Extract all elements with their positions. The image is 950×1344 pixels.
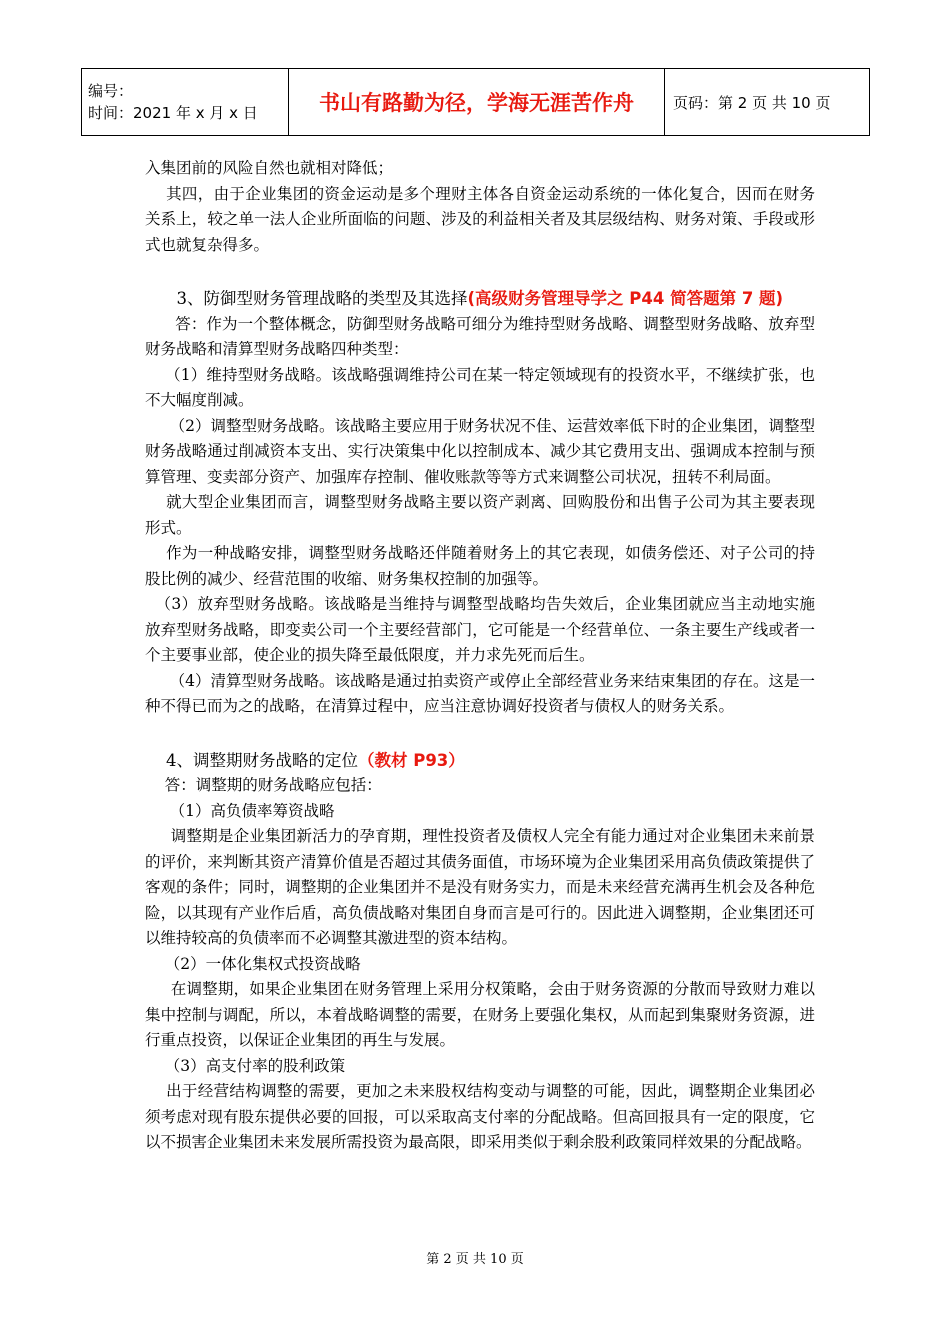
paragraph: （3）高支付率的股利政策: [145, 1056, 346, 1075]
paragraph: 答：调整期的财务战略应包括：: [145, 776, 382, 794]
paragraph: （2）调整型财务战略。该战略主要应用于财务状况不佳、运营效率低下时的企业集团，调整型财务战略通过削减资本支出、实行决策集中化以控制成本、减少其它费用支出、强调成本控制与预算管理、变卖部分资产、加强库存控制、催收账款等等方式来调整公司状况，扭转不利局面。: [145, 416, 816, 486]
page-header: [81, 68, 870, 136]
paragraph: 其四，由于企业集团的资金运动是多个理财主体各自资金运动系统的一体化复合，因而在财务关系上，较之单一法人企业所面临的问题、涉及的利益相关者及其层级结构、财务对策、手段或形式也就复杂得多。: [145, 184, 815, 254]
paragraph: （1）高负债率筹资战略: [145, 801, 335, 820]
header-meta: [82, 69, 289, 136]
document-body: [145, 156, 815, 1156]
paragraph: 就大型企业集团而言，调整型财务战略主要以资产剥离、回购股份和出售子公司为其主要表现形式。: [145, 493, 815, 537]
paragraph: （2）一体化集权式投资战略: [145, 954, 361, 973]
paragraph: （4）清算型财务战略。该战略是通过拍卖资产或停止全部经营业务来结束集团的存在。这是一种不得已而为之的战略，在清算过程中，应当注意协调好投资者与债权人的财务关系。: [145, 671, 816, 715]
paragraph: 在调整期，如果企业集团在财务管理上采用分权策略，会由于财务资源的分散而导致财力难以集中控制与调配，所以，本着战略调整的需要，在财务上要强化集权，从而起到集聚财务资源，进行重点投资，以保证企业集团的再生与发展。: [145, 980, 815, 1049]
paragraph: 出于经营结构调整的需要，更加之未来股权结构变动与调整的可能，因此，调整期企业集团必须考虑对现有股东提供必要的回报，可以采取高支付率的分配战略。但高回报具有一定的限度，它以不损害企业集团未来发展所需投资为最高限，即采用类似于剩余股利政策同样效果的分配战略。: [145, 1082, 815, 1151]
paragraph: （3）放弃型财务战略。该战略是当维持与调整型战略均告失效后，企业集团就应当主动地实施放弃型财务战略，即变卖公司一个主要经营部门，它可能是一个经营单位、一条主要生产线或者一个主要事业部，使企业的损失降至最低限度，并力求先死而后生。: [145, 595, 815, 664]
section-3-heading: [145, 286, 815, 312]
number-label: 编号：: [88, 82, 134, 100]
paragraph: 入集团前的风险自然也就相对降低；: [145, 159, 394, 177]
section-3-title: 3、防御型财务管理战略的类型及其选择: [145, 289, 468, 308]
section-3-reference: (高级财务管理导学之 P44 简答题第 7 题): [467, 289, 784, 308]
paragraph: （1）维持型财务战略。该战略强调维持公司在某一特定领域现有的投资水平，不继续扩张，也不大幅度削减。: [145, 365, 815, 409]
time-label: 时间：2021 年 x 月 x 日: [88, 104, 258, 122]
page-footer: 第 2 页 共 10 页: [426, 1252, 524, 1267]
header-motto: 书山有路勤为径，学海无涯苦作舟: [289, 69, 665, 136]
section-4-title: 4、调整期财务战略的定位: [145, 750, 358, 770]
paragraph: 作为一种战略安排，调整型财务战略还伴随着财务上的其它表现，如债务偿还、对子公司的持股比例的减少、经营范围的收缩、财务集权控制的加强等。: [145, 544, 815, 588]
paragraph: 调整期是企业集团新活力的孕育期，理性投资者及债权人完全有能力通过对企业集团未来前景的评价，来判断其资产清算价值是否超过其债务面值，市场环境为企业集团采用高负债政策提供了客观的条件；同时，调整期的企业集团并不是没有财务实力，而是未来经营充满再生机会及各种危险，以其现有产业作后盾，高负债战略对集团自身而言是可行的。因此进入调整期，企业集团还可以维持较高的负债率而不必调整其激进型的资本结构。: [145, 827, 815, 947]
section-4-reference: （教材 P93）: [357, 750, 465, 770]
header-page-label: 页码：第 2 页 共 10 页: [665, 69, 870, 136]
paragraph: 答：作为一个整体概念，防御型财务战略可细分为维持型财务战略、调整型财务战略、放弃型财务战略和清算型财务战略四种类型：: [145, 314, 816, 358]
section-4-heading: [145, 748, 815, 774]
